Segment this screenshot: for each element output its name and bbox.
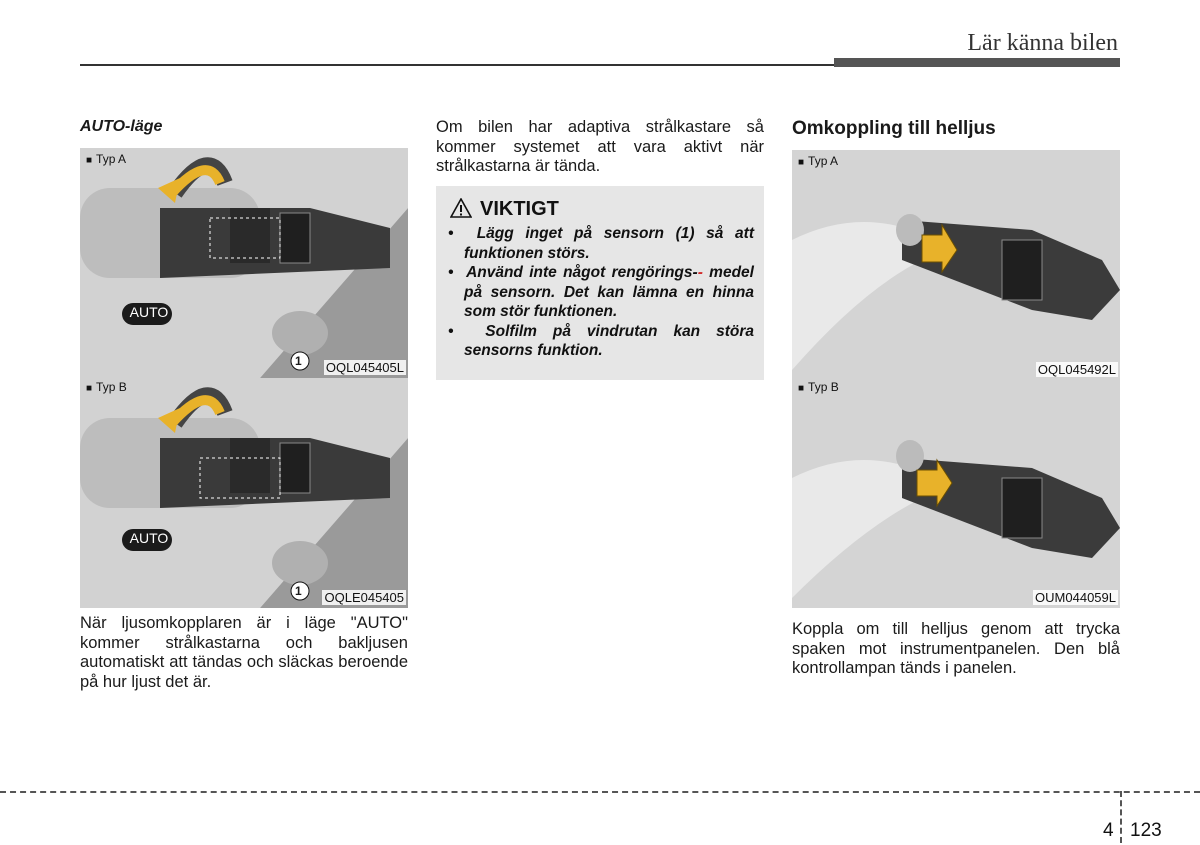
footer-divider <box>1120 791 1122 843</box>
stalk-illustration <box>80 148 408 378</box>
auto-mode-description: När ljusomkopplaren är i läge "AUTO" kommer strålkastarna och bakljusen automatiskt att tändas och släckas beroende på hur ljust det är. <box>80 614 408 691</box>
figure-type-b-highbeam <box>792 378 1120 608</box>
sensor-marker: 1 <box>295 354 302 368</box>
figure-b-code: OUM044059L <box>1035 590 1116 605</box>
stalk-illustration <box>792 150 1120 380</box>
figure-a-label: ■ Typ A <box>86 152 127 166</box>
figure-type-b-auto <box>80 378 408 608</box>
notice-item: • Lägg inget på sensorn (1) så att funktionen störs. <box>448 225 754 262</box>
warning-icon <box>450 198 472 223</box>
footer-rule <box>0 791 1200 793</box>
figure-b-label: ■ Typ B <box>798 380 839 394</box>
notice-item: • Solfilm på vindrutan kan störa sensorns funktion. <box>448 322 754 359</box>
adaptive-headlights-text: Om bilen har adaptiva strålkastare så kommer systemet att vara aktivt när strålkastarna är tända. <box>436 118 764 175</box>
figure-b-label: ■ Typ B <box>86 380 127 394</box>
notice-item: • Använd inte något rengörings-- medel på sensorn. Det kan lämna en hinna som stör funktionen. <box>448 264 754 320</box>
auto-badge: AUTO <box>129 304 169 320</box>
figure-a-code: OQL045405L <box>325 360 404 375</box>
figure-a-label: ■ Typ A <box>798 154 839 168</box>
figure-type-a-highbeam <box>792 150 1120 380</box>
high-beam-heading: Omkoppling till helljus <box>792 118 996 139</box>
header-bar <box>834 58 1120 67</box>
stalk-illustration <box>80 378 408 608</box>
figure-b-code: OQLE045405 <box>324 590 404 605</box>
auto-badge: AUTO <box>129 530 169 546</box>
auto-mode-subheading: AUTO-läge <box>80 118 163 135</box>
stalk-illustration <box>792 378 1120 608</box>
header-rule <box>80 64 840 66</box>
figure-type-a-auto <box>80 148 408 378</box>
page-header-title: Lär känna bilen <box>967 30 1118 56</box>
figure-a-code: OQL045492L <box>1037 362 1116 377</box>
notice-box <box>436 186 764 380</box>
page-number: 123 <box>1130 820 1162 841</box>
high-beam-description: Koppla om till helljus genom att trycka spaken mot instrumentpanelen. Den blå kontrollampan tänds i panelen. <box>792 620 1120 677</box>
notice-list <box>448 224 754 361</box>
sensor-marker: 1 <box>295 584 302 598</box>
notice-title: VIKTIGT <box>480 198 559 220</box>
chapter-number: 4 <box>1103 820 1114 841</box>
